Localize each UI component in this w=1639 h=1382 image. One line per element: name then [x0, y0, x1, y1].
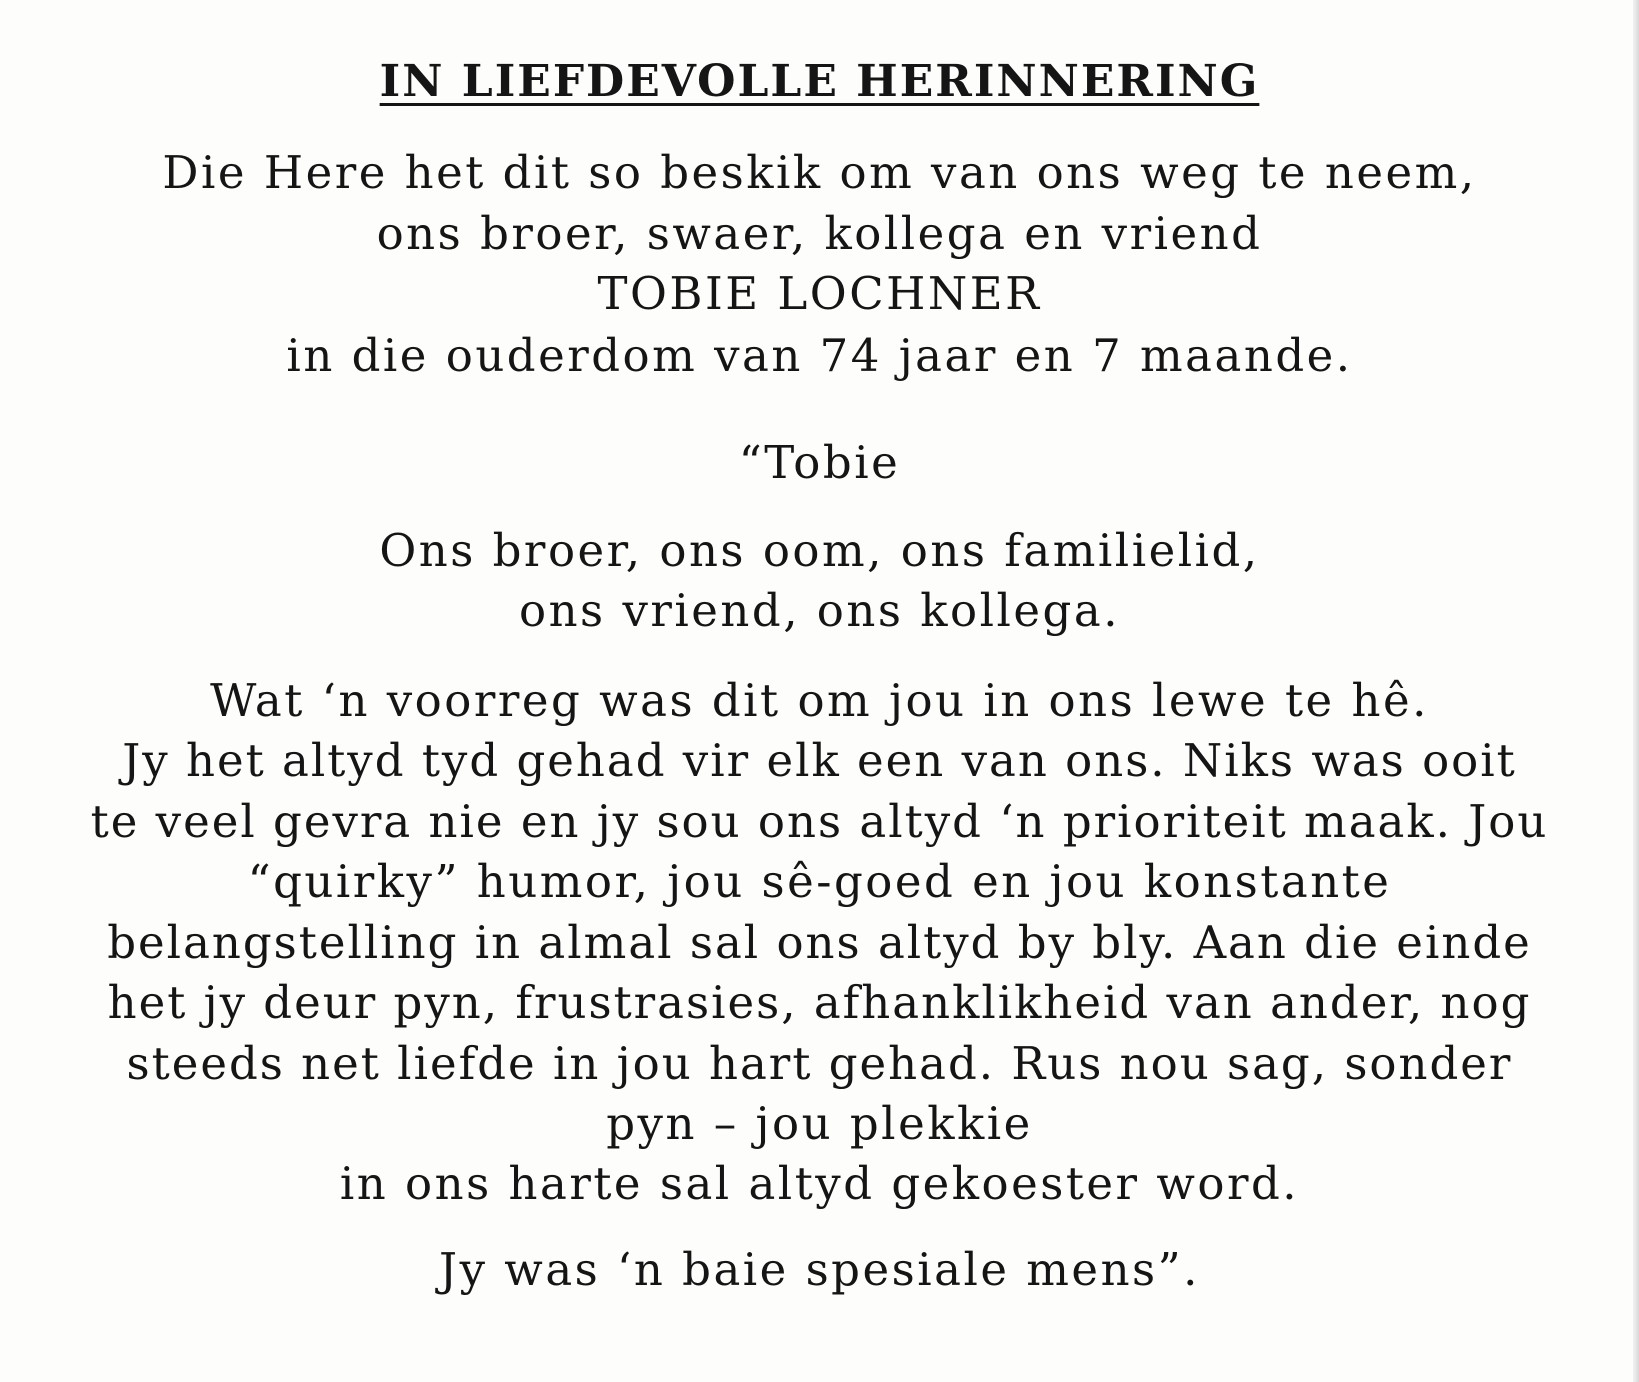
stanza-line: Ons broer, ons oom, ons familielid,: [379, 524, 1260, 577]
paragraph-line: het jy deur pyn, frustrasies, afhanklikheid van ander, nog: [107, 976, 1532, 1029]
announcement-line: ons broer, swaer, kollega en vriend: [376, 207, 1263, 260]
announcement-line: in die ouderdom van 74 jaar en 7 maande.: [286, 329, 1353, 382]
paragraph-line: steeds net liefde in jou hart gehad. Rus nou sag, sonder: [126, 1037, 1513, 1090]
announcement-line: Die Here het dit so beskik om van ons weg te neem,: [162, 146, 1477, 199]
paragraph-line: in ons harte sal altyd gekoester word.: [339, 1157, 1300, 1210]
paragraph-line: Wat ‘n voorreg was dit om jou in ons lewe te hê.: [210, 674, 1429, 727]
tribute-name: “Tobie: [738, 436, 901, 489]
paragraph-line: belangstelling in almal sal ons altyd by bly. Aan die einde: [107, 916, 1532, 969]
paragraph-line: “quirky” humor, jou sê-goed en jou konstante: [247, 855, 1392, 908]
closing-line: Jy was ‘n baie spesiale mens”.: [439, 1243, 1200, 1296]
deceased-name: TOBIE LOCHNER: [597, 267, 1042, 320]
paragraph-line: Jy het altyd tyd gehad vir elk een van ons. Niks was ooit: [122, 734, 1517, 787]
paragraph-line: te veel gevra nie en jy sou ons altyd ‘n prioriteit maak. Jou: [90, 795, 1549, 848]
stanza-line: ons vriend, ons kollega.: [518, 584, 1120, 637]
paragraph-line: pyn – jou plekkie: [606, 1097, 1033, 1150]
heading: IN LIEFDEVOLLE HERINNERING: [379, 56, 1260, 107]
